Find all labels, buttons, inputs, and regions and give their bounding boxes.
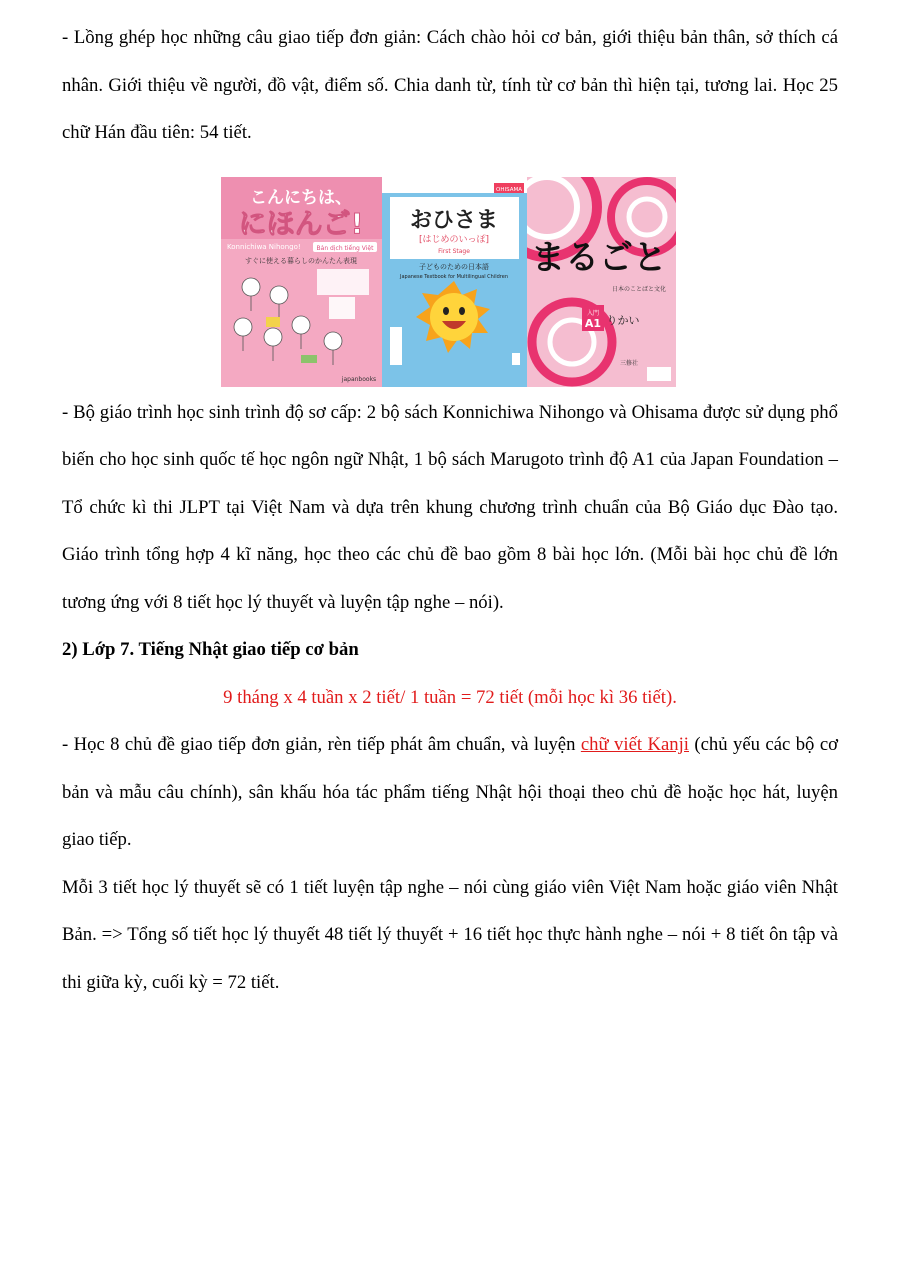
book1-publisher: japanbooks (341, 375, 377, 383)
book2-desc-jp: 子どものための日本語 (419, 262, 489, 271)
paragraph-textbooks: - Bộ giáo trình học sinh trình độ sơ cấp: 2 bộ sách Konnichiwa Nihongo và Ohisama được sử dụng phổ biến cho học sinh quốc tế học ngôn ngữ Nhật, 1 bộ sách Marugoto trình độ A1 của Japan Foundation – Tổ chức kì thi JLPT tại Việt Nam và dựa trên khung chương trình chuẩn của Bộ Giáo dục Đào tạo. Giáo trình tổng hợp 4 kĩ năng, học theo các chủ đề bao gồm 8 bài học lớn. (Mỗi bài học chủ đề lớn tương ứng với 8 tiết học lý thuyết và luyện tập nghe – nói). (62, 401, 838, 613)
book3-publisher: 三修社 (619, 359, 639, 367)
paragraph-topics (62, 721, 838, 864)
kanji-link[interactable]: chữ viết Kanji (580, 734, 689, 755)
paragraph-lesson-breakdown: Mỗi 3 tiết học lý thuyết sẽ có 1 tiết luyện tập nghe – nói cùng giáo viên Việt Nam hoặc giáo viên Nhật Bản. => Tổng số tiết học lý thuyết 48 tiết lý thuyết + 16 tiết học thực hành nghe – nói + 8 tiết ôn tập và thi giữa kỳ, cuối kỳ = 72 tiết. (62, 876, 838, 993)
textbook-covers (62, 177, 838, 387)
book1-title-top: こんにちは、 (250, 187, 352, 208)
topics-text-end: (chủ yếu các bộ cơ bản và mẫu câu chính), sân khấu hóa tác phẩm tiếng Nhật hội thoại theo chủ đề hoặc học hát, luyện giao tiếp. (62, 734, 838, 850)
book2-desc-en: Japanese Textbook for Multilingual Children (399, 273, 509, 280)
book-cover-marugoto (527, 177, 676, 387)
book2-subtitle: [はじめのいっぽ] (418, 234, 490, 245)
book2-label: OHISAMA (496, 186, 522, 193)
book3-skill: りかい (606, 313, 640, 327)
lesson-count-formula: 9 tháng x 4 tuần x 2 tiết/ 1 tuần = 72 tiết (mỗi học kì 36 tiết). (223, 686, 677, 708)
paragraph-communication: - Lồng ghép học những câu giao tiếp đơn giản: Cách chào hỏi cơ bản, giới thiệu bản thân, sở thích cá nhân. Giới thiệu về người, đồ vật, điểm số. Chia danh từ, tính từ cơ bản thì hiện tại, tương lai. Học 25 chữ Hán đầu tiên: 54 tiết. (62, 27, 838, 143)
book-cover-ohisama (382, 177, 527, 387)
book1-subtitle: すぐに使える暮らしのかんたん表現 (245, 256, 357, 265)
book3-title: まるごと (531, 237, 667, 278)
book2-stage: First Stage (438, 247, 470, 255)
document-page (62, 14, 838, 1006)
book1-title-main: にほんご! (238, 206, 364, 240)
book3-level-top: 入門 (586, 309, 600, 317)
book-cover-konnichiwa-nihongo (221, 177, 382, 387)
book2-title: おひさま (409, 207, 499, 233)
section-heading-grade7: 2) Lớp 7. Tiếng Nhật giao tiếp cơ bản (62, 639, 359, 660)
book1-romaji: Konnichiwa Nihongo! (227, 242, 301, 251)
topics-text-start: - Học 8 chủ đề giao tiếp đơn giản, rèn tiếp phát âm chuẩn, và luyện (62, 734, 581, 755)
book3-tagline: 日本のことばと文化 (611, 285, 667, 293)
book3-level: A1 (584, 316, 602, 330)
book1-badge: Bản dịch tiếng Việt (316, 244, 374, 252)
